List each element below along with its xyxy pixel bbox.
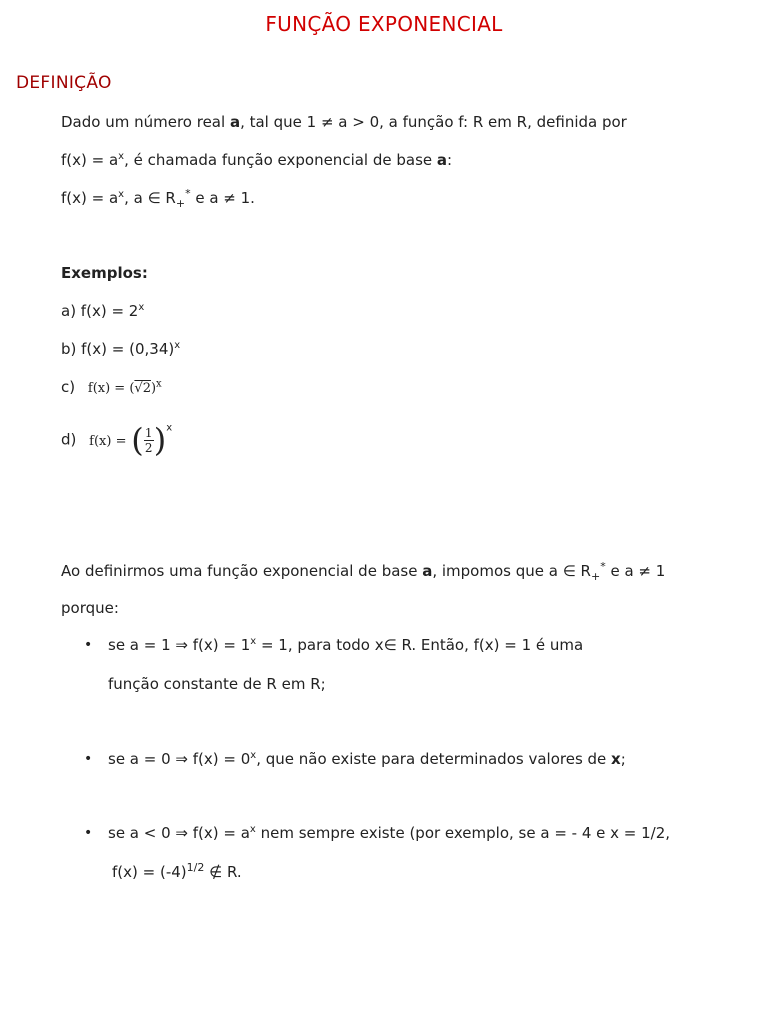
bullet-2-line <box>108 750 626 768</box>
text: nem sempre existe (por exemplo, se a = - 4 e x = 1/2, <box>255 824 671 842</box>
base-a: a <box>436 151 448 169</box>
text: c) <box>61 378 76 396</box>
text: ∉ R. <box>204 863 242 881</box>
text: ) <box>150 381 157 396</box>
formula-c <box>87 378 162 396</box>
bullet-1-line-1 <box>108 636 583 654</box>
text: b) f(x) = (0,34) <box>61 340 175 358</box>
definition-line-2 <box>61 151 452 169</box>
text: f(x) = <box>89 433 127 449</box>
text: se a < 0 ⇒ f(x) = a <box>108 824 250 842</box>
bullet-3-line-1 <box>108 824 670 842</box>
bullet-1-line-2: função constante de R em R; <box>108 675 326 693</box>
fraction <box>144 426 154 455</box>
exponent: x <box>118 189 125 200</box>
text: e a ≠ 1. <box>190 189 255 207</box>
example-d <box>61 421 173 459</box>
text: a) f(x) = 2 <box>61 302 139 320</box>
bullet-1-marker: • <box>84 637 93 653</box>
base-a: a <box>422 562 433 580</box>
text: e a ≠ 1 <box>605 562 666 580</box>
exponent: x <box>174 340 181 351</box>
definition-line-1 <box>61 113 627 131</box>
page-title: FUNÇÃO EXPONENCIAL <box>265 12 503 36</box>
variable-x: x <box>611 750 621 768</box>
denominator: 2 <box>144 440 153 455</box>
exponent: 1/2 <box>186 861 205 874</box>
definition-line-3 <box>61 189 255 210</box>
text: , é chamada função exponencial de base <box>124 151 437 169</box>
text: , que não existe para determinados valores de <box>256 750 612 768</box>
explanation-line-1 <box>61 562 665 583</box>
examples-label <box>61 264 148 282</box>
bullet-3-line-2 <box>112 863 242 881</box>
bullet-3-marker: • <box>84 825 93 841</box>
bullet-2-marker: • <box>84 751 93 767</box>
example-c <box>61 378 162 396</box>
text: , impomos que a ∈ R <box>432 562 591 580</box>
section-heading: DEFINIÇÃO <box>16 73 112 93</box>
exponent: x <box>166 422 173 434</box>
exponent: x <box>138 302 145 313</box>
base-a: a <box>229 113 241 131</box>
example-a <box>61 302 144 320</box>
subscript-plus: + <box>175 197 186 210</box>
text: , tal que 1 ≠ a > 0, a função f: R em R, definida por <box>240 113 627 131</box>
text: f(x) = ( <box>87 381 135 396</box>
exponent: x <box>250 636 257 647</box>
text: se a = 0 ⇒ f(x) = 0 <box>108 750 251 768</box>
sqrt-2: √2 <box>134 381 151 396</box>
text: f(x) = a <box>61 189 119 207</box>
text: Dado um número real <box>61 113 230 131</box>
text: : <box>447 151 453 169</box>
text: f(x) = (-4) <box>112 863 187 881</box>
subscript-plus: + <box>590 570 601 583</box>
exponent: x <box>156 378 162 390</box>
text: se a = 1 ⇒ f(x) = 1 <box>108 636 251 654</box>
text: f(x) = a <box>61 151 119 169</box>
examples-label-text: Exemplos: <box>61 264 148 282</box>
superscript-star: * <box>185 187 191 200</box>
text: ; <box>620 750 626 768</box>
exponent: x <box>249 824 256 835</box>
superscript-star: * <box>600 560 606 573</box>
exponent: x <box>118 151 125 162</box>
text: Ao definirmos uma função exponencial de base <box>61 562 423 580</box>
text: = 1, para todo x∈ R. Então, f(x) = 1 é uma <box>256 636 584 654</box>
exponent: x <box>250 750 257 761</box>
left-paren: ( <box>131 421 144 459</box>
text: , a ∈ R <box>124 189 176 207</box>
example-b <box>61 340 180 358</box>
right-paren: ) <box>153 421 167 459</box>
numerator: 1 <box>144 425 153 440</box>
explanation-line-2: porque: <box>61 599 119 617</box>
text: d) <box>61 430 77 449</box>
